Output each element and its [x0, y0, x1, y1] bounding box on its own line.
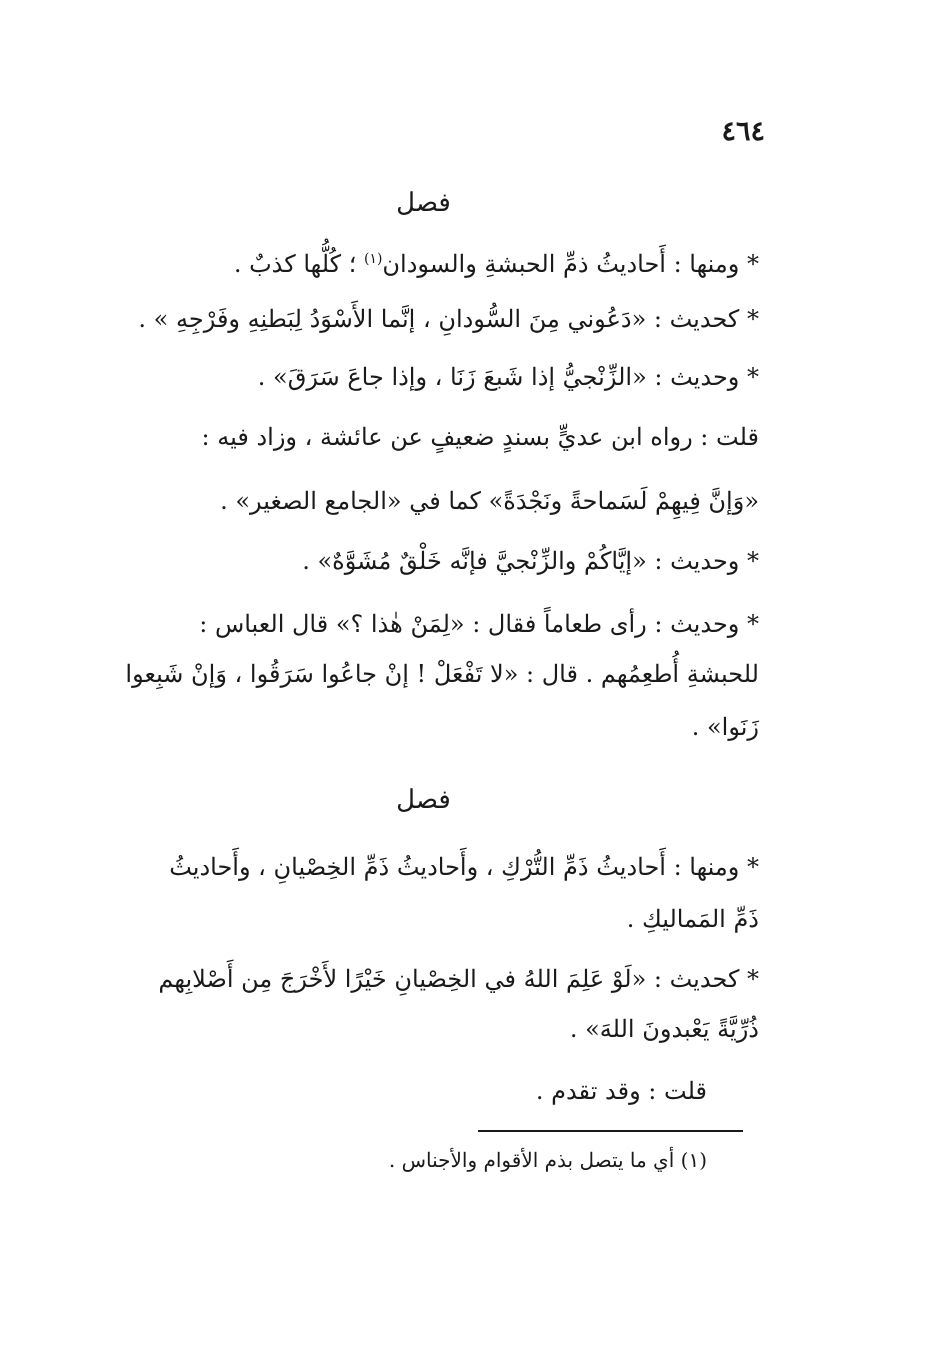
text-line	[234, 250, 759, 278]
text-line: * وحديث : «إيَّاكُمْ والزِّنْجيَّ فإنَّه خَلْقٌ مُشَوَّهٌ» .	[302, 547, 759, 575]
footnote-separator	[478, 1130, 743, 1132]
section-heading-2: فصل	[396, 785, 451, 815]
footnote: (١) أي ما يتصل بذم الأقوام والأجناس .	[388, 1148, 707, 1172]
text-line: * كحديث : «لَوْ عَلِمَ اللهُ في الخِصْيانِ خَيْرًا لأَخْرَجَ مِن أَصْلابِهم	[158, 965, 759, 993]
text-line: قلت : رواه ابن عديٍّ بسندٍ ضعيفٍ عن عائشة ، وزاد فيه :	[201, 423, 759, 451]
text-line: * وحديث : رأى طعاماً فقال : «لِمَنْ هٰذا ؟» قال العباس :	[199, 610, 759, 638]
text-line: * ومنها : أَحاديثُ ذَمِّ التُّرْكِ ، وأَحاديثُ ذَمِّ الخِصْيانِ ، وأَحاديثُ	[169, 853, 759, 881]
page-number: ٤٦٤	[721, 116, 765, 147]
text-line: قلت : وقد تقدم .	[535, 1077, 707, 1105]
text-line: «وَإنَّ فِيهِمْ لَسَماحةً ونَجْدَةً» كما في «الجامع الصغير» .	[220, 487, 759, 515]
footnote-marker: (١)	[363, 251, 383, 267]
text-line: * كحديث : «دَعُوني مِنَ السُّودانِ ، إنَّما الأَسْوَدُ لِبَطنِهِ وفَرْجِهِ » .	[138, 305, 759, 333]
text-line: ذُرِّيَّةً يَعْبدونَ اللهَ» .	[569, 1015, 759, 1043]
section-heading-1: فصل	[396, 188, 451, 218]
text-line-main: * ومنها : أَحاديثُ ذمِّ الحبشةِ والسودان	[382, 250, 759, 278]
text-line: * وحديث : «الزِّنْجيُّ إذا شَبعَ زَنَا ، وإذا جاعَ سَرَقَ» .	[257, 363, 759, 391]
text-line: للحبشةِ أُطعِمُهم . قال : «لا تَفْعَلْ ! إنْ جاعُوا سَرَقُوا ، وَإنْ شَبِعوا	[125, 660, 759, 688]
text-line: ذَمِّ المَماليكِ .	[626, 905, 759, 933]
text-line: زَنَوا» .	[691, 713, 759, 741]
text-line-tail: ؛ كُلُّها كذبٌ .	[233, 250, 364, 278]
